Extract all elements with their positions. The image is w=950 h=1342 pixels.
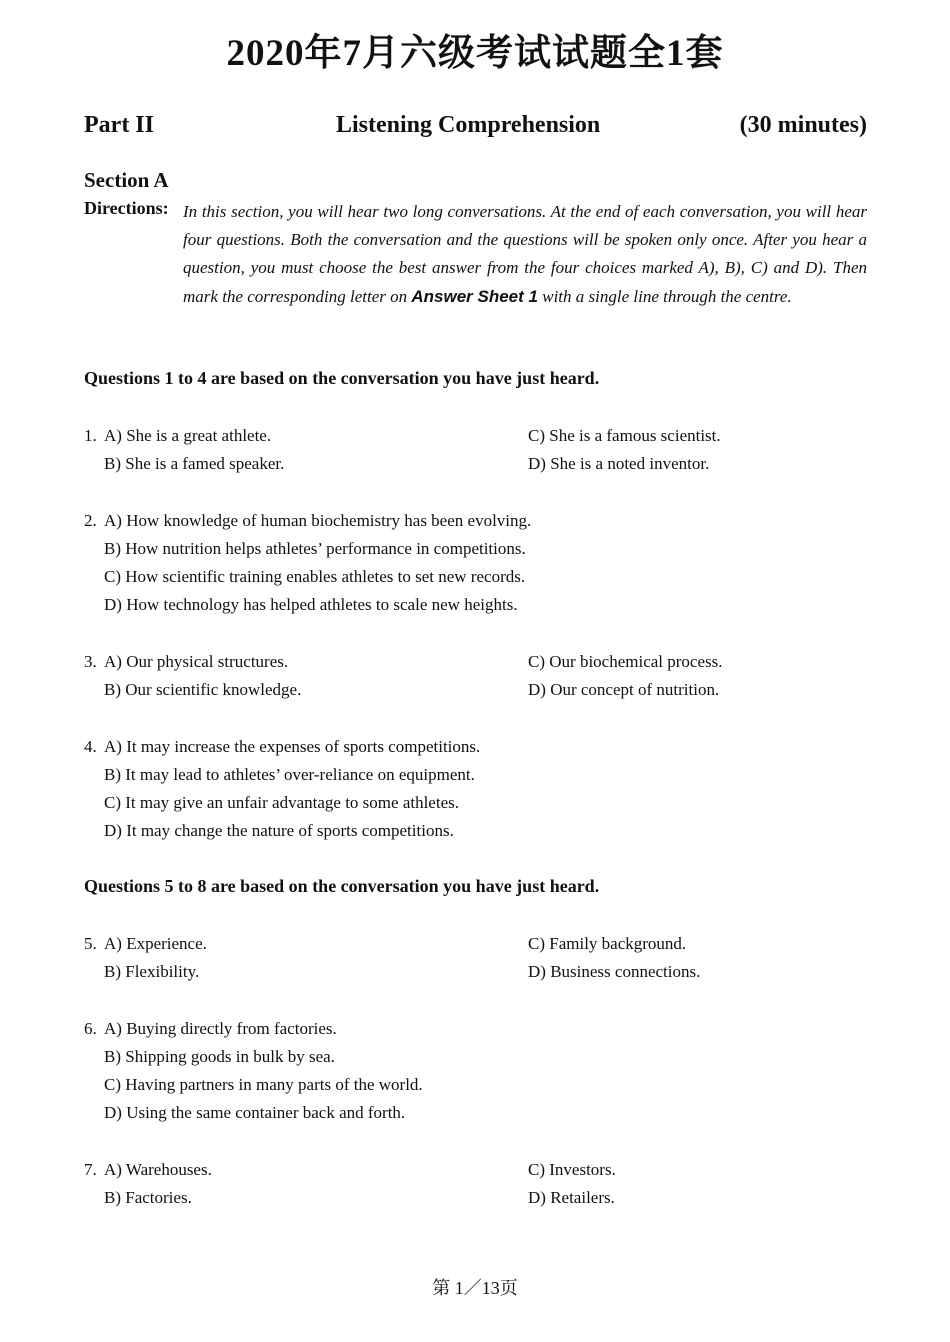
question-number: 2. (84, 511, 97, 530)
option-c: C) How scientific training enables athletes to set new records. (104, 567, 526, 586)
option-a: A) Our physical structures. (104, 652, 289, 671)
question-number: 1. (84, 426, 97, 445)
option-d: D) Retailers. (528, 1188, 615, 1207)
directions-text (183, 198, 867, 311)
option-d: D) How technology has helped athletes to scale new heights. (104, 595, 518, 614)
option-c: C) Family background. (528, 934, 687, 953)
option-b: B) Factories. (104, 1188, 192, 1207)
answer-sheet-emphasis: Answer Sheet 1 (411, 286, 538, 306)
section-heading: Section A (84, 168, 169, 192)
question-group-header-1: Questions 1 to 4 are based on the conversation you have just heard. (84, 368, 600, 388)
option-a: A) Warehouses. (104, 1160, 212, 1179)
option-a: A) She is a great athlete. (104, 426, 272, 445)
option-a: A) How knowledge of human biochemistry has been evolving. (104, 511, 532, 530)
question-number: 7. (84, 1160, 97, 1179)
option-d: D) Using the same container back and forth. (104, 1103, 406, 1122)
option-b: B) It may lead to athletes’ over-reliance on equipment. (104, 765, 475, 784)
option-d: D) Our concept of nutrition. (528, 680, 720, 699)
option-b: B) Our scientific knowledge. (104, 680, 302, 699)
option-b: B) She is a famed speaker. (104, 454, 285, 473)
question-number: 6. (84, 1019, 97, 1038)
option-b: B) How nutrition helps athletes’ performance in competitions. (104, 539, 526, 558)
question-number: 4. (84, 737, 97, 756)
option-d: D) Business connections. (528, 962, 701, 981)
option-a: A) Experience. (104, 934, 207, 953)
option-a: A) It may increase the expenses of sports competitions. (104, 737, 481, 756)
option-c: C) It may give an unfair advantage to some athletes. (104, 793, 459, 812)
option-d: D) It may change the nature of sports competitions. (104, 821, 454, 840)
option-c: C) Having partners in many parts of the world. (104, 1075, 423, 1094)
document-title: 2020年7月六级考试试题全1套 (226, 33, 724, 74)
part-heading (84, 112, 867, 144)
option-c: C) Investors. (528, 1160, 616, 1179)
option-c: C) She is a famous scientist. (528, 426, 721, 445)
question-number: 3. (84, 652, 97, 671)
part-label: Part II (84, 112, 154, 138)
question-group-header-2: Questions 5 to 8 are based on the conversation you have just heard. (84, 876, 600, 896)
option-d: D) She is a noted inventor. (528, 454, 710, 473)
option-a: A) Buying directly from factories. (104, 1019, 337, 1038)
directions-label: Directions: (84, 198, 169, 218)
question-number: 5. (84, 934, 97, 953)
directions-text-before: In this section, you will hear two long conversations. At the end of each conversation, you will hear four questions. Both the conversation and the questions will be spoken only once. After you hear a question, you must choose the best answer from the four choices marked A), B), C) and D). Then mark the corresponding letter on (183, 202, 867, 306)
part-time: (30 minutes) (739, 112, 867, 138)
option-b: B) Flexibility. (104, 962, 200, 981)
directions-text-after: with a single line through the centre. (537, 286, 792, 306)
option-b: B) Shipping goods in bulk by sea. (104, 1047, 335, 1066)
part-name: Listening Comprehension (336, 112, 601, 138)
option-c: C) Our biochemical process. (528, 652, 723, 671)
page-number-footer: 第 1／13页 (432, 1278, 518, 1298)
